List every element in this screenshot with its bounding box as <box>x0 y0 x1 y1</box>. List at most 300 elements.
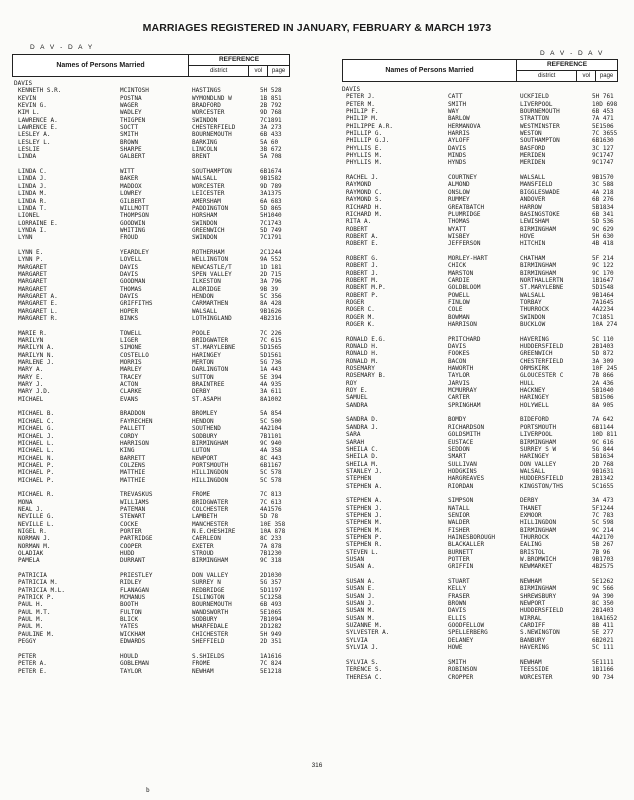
spouse-surname: BROWN <box>448 600 467 608</box>
spouse-surname: GOLDBLOOM <box>448 284 481 292</box>
district: AMERSHAM <box>192 197 221 205</box>
vol-page: 5E1506 <box>592 122 614 130</box>
entry-row <box>342 270 618 277</box>
bottom-mark: b <box>146 787 150 794</box>
spouse-surname: JEFFERSON <box>448 240 481 248</box>
entry-row <box>14 594 290 601</box>
entry-row <box>14 330 290 337</box>
district: HUDDERSFIELD <box>520 475 564 483</box>
forename: ROGER <box>346 298 365 306</box>
left-entries-column <box>14 80 290 675</box>
vol-page: 3A 473 <box>592 497 614 505</box>
vol-page: 9C 122 <box>592 262 614 270</box>
forename: SUSAN M. <box>346 614 375 622</box>
district: WALSALL <box>520 467 546 475</box>
spouse-surname: ROBINSON <box>448 666 477 674</box>
spouse-surname: BOOTH <box>120 601 139 609</box>
entry-row <box>14 543 290 550</box>
vol-page: 5D1548 <box>592 284 614 292</box>
spouse-surname: STUART <box>448 578 470 586</box>
vol-page: 2B 792 <box>260 102 282 110</box>
entry-row <box>14 139 290 146</box>
forename: LINDA C. <box>18 168 47 176</box>
spouse-surname: KELLY <box>448 585 467 593</box>
entry-row <box>14 271 290 278</box>
vol-page: 3C 588 <box>592 181 614 189</box>
entry-row <box>342 416 618 423</box>
vol-page: 1B 851 <box>260 94 282 102</box>
forename: LESLEY A. <box>18 131 51 139</box>
spouse-surname: BARLOW <box>448 115 470 123</box>
district: HASTINGS <box>192 87 221 95</box>
district: HARINGEY <box>520 394 549 402</box>
district: BASFORD <box>520 144 546 152</box>
district: WALSALL <box>192 175 218 183</box>
forename: MARILYN A. <box>18 344 55 352</box>
district: EXETER <box>192 542 214 550</box>
vol-page: 9B1626 <box>260 307 282 315</box>
district: WYMONDLND W <box>192 94 232 102</box>
district: PORTSMOUTH <box>192 461 229 469</box>
district: LOTHINGLAND <box>192 315 232 322</box>
vol-page: 7C1891 <box>260 116 282 124</box>
vol-page: 9A 552 <box>260 256 282 264</box>
forename: PHILIPPE A.R. <box>346 122 393 130</box>
vol-page: 5B1040 <box>592 387 614 395</box>
entry-row <box>342 130 618 137</box>
district: THURROCK <box>520 306 549 314</box>
forename: SYLVIA <box>346 636 368 644</box>
vol-page: 7C1791 <box>260 234 282 242</box>
entry-row <box>14 462 290 469</box>
district: BRISTOL <box>520 548 546 556</box>
vol-page: 5C1655 <box>592 482 614 490</box>
vol-page: 5G 357 <box>260 579 282 587</box>
vol-page: 7A1645 <box>592 298 614 306</box>
forename: MICHAEL N. <box>18 454 55 462</box>
forename: SUSAN A. <box>346 563 375 571</box>
spouse-surname: MORRIS <box>120 359 142 367</box>
spouse-surname: BACON <box>448 357 467 365</box>
spouse-surname: ELLIS <box>448 614 467 622</box>
spouse-surname: LIGER <box>120 337 139 345</box>
forename: KEVIN <box>18 94 37 102</box>
spouse-surname: HARRISON <box>120 439 149 447</box>
vol-page: 7B1230 <box>260 550 282 557</box>
district-header: district <box>210 68 228 74</box>
spouse-surname: DELANEY <box>448 636 474 644</box>
vol-page: 9D 789 <box>260 182 282 190</box>
vol-page: 9C 616 <box>592 438 614 446</box>
forename: KEVIN G. <box>18 102 47 110</box>
district: ST.MARYLEBNE <box>192 344 236 352</box>
forename: SUSAN A. <box>346 578 375 586</box>
entry-row <box>14 153 290 160</box>
forename: LINDA M. <box>18 190 47 198</box>
spouse-surname: NATALL <box>448 504 470 512</box>
vol-header: vol <box>576 71 595 81</box>
district: EXMOOR <box>520 511 542 519</box>
spouse-surname: GOODMAN <box>120 278 146 286</box>
district: MANCHESTER <box>192 520 229 528</box>
spouse-surname: HARRIS <box>448 130 470 138</box>
forename: RONALD E.G. <box>346 335 386 343</box>
district: MERIDEN <box>520 159 546 167</box>
vol-page: 7C 226 <box>260 329 282 337</box>
vol-page: 1B1647 <box>592 276 614 284</box>
entry-row <box>342 306 618 313</box>
spouse-surname: AYLOFF <box>448 137 470 145</box>
entry-row <box>14 455 290 462</box>
forename: MICHAEL L. <box>18 447 55 455</box>
district: WESTMINSTER <box>520 122 560 130</box>
district: WALSALL <box>520 291 546 299</box>
spouse-surname: THIGPEN <box>120 116 146 124</box>
forename: PHILLIP G.J. <box>346 137 390 145</box>
entry-row <box>14 124 290 131</box>
forename: MICHAEL G. <box>18 425 55 433</box>
entry-row <box>14 469 290 476</box>
vol-page: 5G 736 <box>260 359 282 367</box>
vol-page: 4B2316 <box>260 315 282 322</box>
entry-row <box>14 183 290 190</box>
spouse-surname: GRIFFITHS <box>120 300 153 308</box>
vol-page: 1D 181 <box>260 263 282 271</box>
vol-page: 8C 350 <box>592 600 614 608</box>
spouse-surname: WILLIAMS <box>120 498 149 506</box>
right-entries-column <box>342 86 618 681</box>
district: HITCHIN <box>520 240 546 248</box>
entry-row <box>14 587 290 594</box>
forename: PAUL H. <box>18 601 44 609</box>
entry-row <box>342 358 618 365</box>
spouse-surname: DAVIS <box>120 263 139 271</box>
entry-row <box>14 535 290 542</box>
entry-row <box>14 616 290 623</box>
vol-page: 5B 267 <box>592 541 614 549</box>
entry-row <box>14 352 290 359</box>
vol-page: 9B1631 <box>592 467 614 475</box>
entry-row <box>342 321 618 328</box>
district: NORTHALLERTN <box>520 276 564 284</box>
district: STRATTON <box>520 115 549 123</box>
spouse-surname: GOODWIN <box>120 219 146 227</box>
entry-row <box>14 660 290 667</box>
spouse-surname: FROUD <box>120 234 139 242</box>
spouse-surname: FOOKES <box>448 350 470 358</box>
spouse-surname: ONSLOW <box>448 188 470 196</box>
district: LIVERPOOL <box>520 100 553 108</box>
spouse-surname: SMITH <box>120 131 139 139</box>
vol-page: 5C 598 <box>592 519 614 527</box>
district: BRAINTREE <box>192 381 225 389</box>
forename: LINDA T. <box>18 204 47 212</box>
forename: MARY J.D. <box>18 388 51 396</box>
spouse-surname: GREATBATCH <box>448 203 485 211</box>
entry-row <box>14 631 290 638</box>
vol-page: 8C 443 <box>260 454 282 462</box>
district: BANBURY <box>520 636 546 644</box>
spouse-surname: FAYRECHEN <box>120 417 153 425</box>
district: ORMSKIRK <box>520 365 549 373</box>
spouse-surname: DAVIS <box>120 270 139 278</box>
spouse-surname: PALLETT <box>120 425 146 433</box>
forename: SANDRA <box>346 401 368 409</box>
vol-page: 2D 715 <box>260 270 282 278</box>
forename: THERESA C. <box>346 673 383 681</box>
vol-page: 3C 127 <box>592 144 614 152</box>
forename: STEPHEN J. <box>346 504 383 512</box>
forename: ROBERT <box>346 225 368 233</box>
vol-page: 5C 110 <box>592 335 614 343</box>
forename: LYNN <box>18 234 33 242</box>
district: WALSALL <box>520 174 546 182</box>
spouse-surname: SMITH <box>448 658 467 666</box>
forename: MICHAEL P. <box>18 469 55 477</box>
forename: SHEILA D. <box>346 453 379 461</box>
forename: PHYLLIS E. <box>346 144 383 152</box>
entry-row <box>14 521 290 528</box>
district: SPEN VALLEY <box>192 270 232 278</box>
forename: ROBERT J. <box>346 269 379 277</box>
vol-page: 5B1834 <box>592 203 614 211</box>
district: SURREY N <box>192 579 221 587</box>
vol-page: 3A 309 <box>592 357 614 365</box>
entry-row <box>14 256 290 263</box>
entry-row <box>342 519 618 526</box>
forename: RITA A. <box>346 218 372 226</box>
entry-row <box>342 534 618 541</box>
district: KINGSTON/THS <box>520 482 564 490</box>
entry-row <box>342 394 618 401</box>
district: S.NEWINGTON <box>520 629 560 637</box>
forename: STEPHEN <box>346 475 372 483</box>
district: CHESTERFIELD <box>520 357 564 365</box>
vol-page: 7A 471 <box>592 115 614 123</box>
district-header: district <box>538 73 556 79</box>
spouse-surname: EUSTACE <box>448 438 474 446</box>
entry-row <box>14 168 290 175</box>
vol-page: 7C 615 <box>260 337 282 345</box>
entry-row <box>14 109 290 116</box>
vol-page: 3B 672 <box>260 146 282 154</box>
district: SWINDON <box>192 234 218 242</box>
entry-row <box>342 196 618 203</box>
vol-page: 4B2575 <box>592 563 614 571</box>
vol-page: 5A 60 <box>260 138 279 146</box>
spouse-surname: RIDLEY <box>120 579 142 587</box>
spouse-surname: ACTON <box>120 381 139 389</box>
forename: RICHARD M. <box>346 210 383 218</box>
entry-row <box>342 541 618 548</box>
spouse-surname: SENIOR <box>448 511 470 519</box>
spouse-surname: BAKER <box>120 175 139 183</box>
district: BIRMINGHAM <box>520 526 557 534</box>
spouse-surname: WITT <box>120 168 135 176</box>
district: CARDIFF <box>520 622 546 630</box>
entry-row <box>14 95 290 102</box>
district: WELLINGTON <box>192 256 229 264</box>
entry-row <box>342 659 618 666</box>
spouse-surname: HOWE <box>448 644 463 652</box>
vol-page: 9C 170 <box>592 269 614 277</box>
vol-page: 1A1616 <box>260 652 282 660</box>
vol-page: 5B1634 <box>592 453 614 461</box>
entry-row <box>14 227 290 234</box>
forename: RAYMOND <box>346 181 372 189</box>
district: BIRMINGHAM <box>520 225 557 233</box>
spouse-surname: GOBLEMAN <box>120 660 149 668</box>
entry-row <box>14 337 290 344</box>
forename: MICHAEL C. <box>18 417 55 425</box>
forename: ROBERT P. <box>346 291 379 299</box>
left-index-tag: D A V - D A Y <box>30 44 95 51</box>
forename: RAYMOND C. <box>346 188 383 196</box>
vol-page: 9C1747 <box>592 159 614 167</box>
entry-row <box>14 212 290 219</box>
entry-row <box>14 264 290 271</box>
vol-page: 3A 273 <box>260 124 282 132</box>
entry-row <box>342 181 618 188</box>
district: SWINDON <box>520 313 546 321</box>
forename: PETER J. <box>346 93 375 101</box>
vol-page: 8A 428 <box>260 300 282 308</box>
forename: MICHAEL P. <box>18 476 55 484</box>
forename: ROBERT M. <box>346 276 379 284</box>
entry-row <box>342 137 618 144</box>
vol-page: 3A1375 <box>260 190 282 198</box>
entry-row <box>14 638 290 645</box>
spouse-surname: CATT <box>448 93 463 101</box>
entry-row <box>14 205 290 212</box>
vol-page: 9D 734 <box>592 673 614 681</box>
district: WANDSWORTH <box>192 608 229 616</box>
spouse-surname: CARTER <box>448 394 470 402</box>
district: SHEFFIELD <box>192 638 225 646</box>
district: MERIDEN <box>520 152 546 160</box>
spouse-surname: SIMONE <box>120 344 142 352</box>
spouse-surname: WILLMOTT <box>120 204 149 212</box>
forename: SYLVIA S. <box>346 658 379 666</box>
vol-page: 6B1674 <box>260 168 282 176</box>
vol-page: 7A 642 <box>592 416 614 424</box>
entry-row <box>342 174 618 181</box>
forename: MARIE R. <box>18 329 47 337</box>
district: BIDEFORD <box>520 416 549 424</box>
spouse-surname: BLACKALLER <box>448 541 485 549</box>
spouse-surname: GALBERT <box>120 153 146 161</box>
spouse-surname: FLANAGAN <box>120 586 149 594</box>
district: GREENWICH <box>520 350 553 358</box>
forename: LINDA <box>18 153 37 161</box>
spouse-surname: RICHARDSON <box>448 423 485 431</box>
vol-page: 8C 233 <box>260 535 282 543</box>
spouse-surname: BRADDON <box>120 410 146 418</box>
forename: MICHAEL P. <box>18 461 55 469</box>
entry-row <box>342 115 618 122</box>
vol-page: 5H1040 <box>260 212 282 220</box>
forename: ROGER K. <box>346 321 375 328</box>
vol-page: 5G 844 <box>592 445 614 453</box>
forename: SUSAN J. <box>346 592 375 600</box>
vol-page: 9B1464 <box>592 291 614 299</box>
district: ANDOVER <box>520 196 546 204</box>
entry-row <box>342 644 618 651</box>
entry-row <box>14 653 290 660</box>
spouse-surname: TREVASKUS <box>120 491 153 499</box>
district: BRIDGWATER <box>192 498 229 506</box>
right-column-header <box>342 59 618 82</box>
vol-page: 2D1030 <box>260 572 282 580</box>
entry-row <box>342 123 618 130</box>
forename: MONA <box>18 498 33 506</box>
entry-row <box>342 585 618 592</box>
entry-row <box>342 563 618 570</box>
vol-page: 10A1652 <box>592 614 618 622</box>
district: ISLINGTON <box>192 594 225 602</box>
forename: MARLENE J. <box>18 359 55 367</box>
spouse-surname: BOWMAN <box>448 313 470 321</box>
vol-page: 5E1262 <box>592 578 614 586</box>
district: BROMLEY <box>192 410 218 418</box>
spouse-surname: SOCTT <box>120 124 139 132</box>
district: BUCKLOW <box>520 321 546 328</box>
district: LEWISHAM <box>520 218 549 226</box>
spouse-surname: STEWART <box>120 513 146 521</box>
district: WHARFEDALE <box>192 623 229 631</box>
spouse-surname: BARRETT <box>120 454 146 462</box>
forename: RICHARD H. <box>346 203 383 211</box>
spouse-surname: BOMDY <box>448 416 467 424</box>
spouse-surname: PATEMAN <box>120 505 146 513</box>
vol-page: 5D 536 <box>592 218 614 226</box>
spouse-surname: THOMAS <box>448 218 470 226</box>
entry-row <box>342 629 618 636</box>
entry-row <box>342 446 618 453</box>
forename: ROGER C. <box>346 306 375 314</box>
entry-row <box>342 615 618 622</box>
district: DON VALLEY <box>192 572 229 580</box>
entry-row <box>342 549 618 556</box>
vol-page: 7C1743 <box>260 219 282 227</box>
forename: PATRICIA M. <box>18 579 58 587</box>
forename: ROSEMARY <box>346 365 375 373</box>
vol-page: 7C 813 <box>260 491 282 499</box>
district: LEICESTER <box>192 190 225 198</box>
spouse-surname: CARDIE <box>448 276 470 284</box>
spouse-surname: FRASER <box>448 592 470 600</box>
spouse-surname: EDWARDS <box>120 638 146 646</box>
spouse-surname: PRIESTLEY <box>120 572 153 580</box>
forename: OLADIAK <box>18 550 44 557</box>
forename: MARY J. <box>18 381 44 389</box>
forename: MICHAEL J. <box>18 432 55 440</box>
spouse-surname: COLE <box>448 306 463 314</box>
entry-row <box>342 262 618 269</box>
forename: NORMAN M. <box>18 542 51 550</box>
vol-page: 4B 418 <box>592 240 614 248</box>
vol-page: 5H 949 <box>260 630 282 638</box>
vol-page: 7C 783 <box>592 511 614 519</box>
spouse-surname: COLZENS <box>120 461 146 469</box>
forename: PETER M. <box>346 100 375 108</box>
entry-row <box>342 145 618 152</box>
forename: STEPHEN J. <box>346 511 383 519</box>
entry-row <box>14 315 290 322</box>
entry-row <box>342 336 618 343</box>
spouse-surname: FISHER <box>448 526 470 534</box>
district: THURROCK <box>520 533 549 541</box>
